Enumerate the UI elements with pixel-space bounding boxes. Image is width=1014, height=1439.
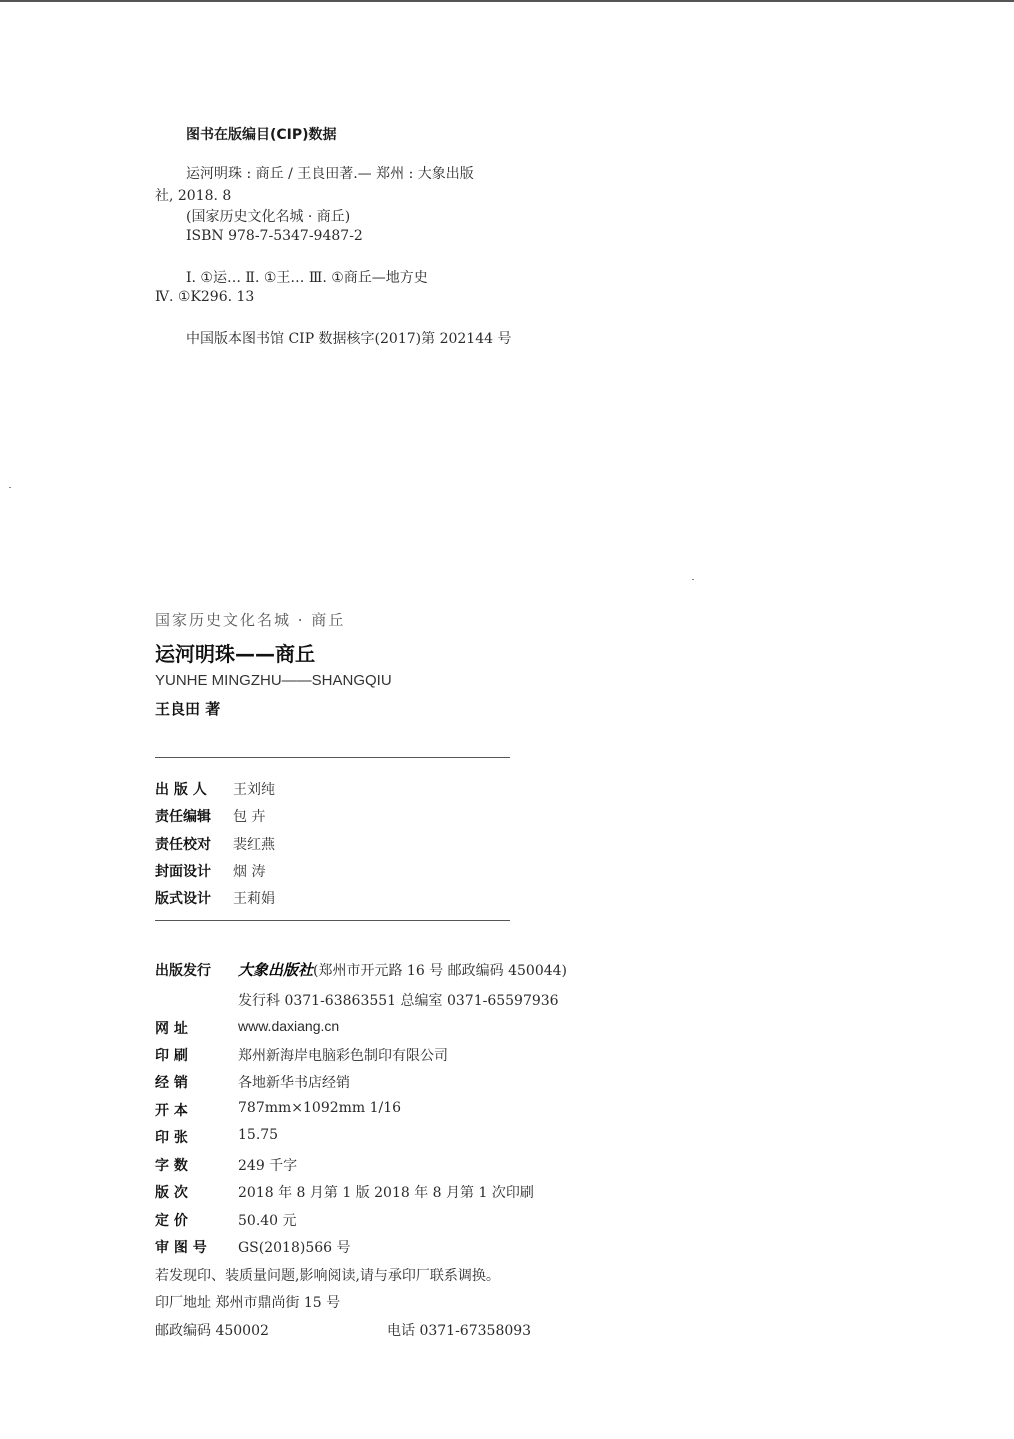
scan-speck — [9, 487, 11, 488]
credit-key: 责任编辑 — [155, 809, 211, 825]
scan-speck — [692, 579, 694, 580]
publisher-logo: 大象出版社 — [238, 961, 314, 979]
quality-notice: 若发现印、装质量问题,影响阅读,请与承印厂联系调换。 — [155, 1268, 500, 1284]
divider-top — [155, 757, 510, 758]
book-title: 运河明珠——商丘 — [155, 642, 315, 666]
series-name: 国家历史文化名城 · 商丘 — [155, 611, 346, 629]
pub-key-printer: 印 刷 — [155, 1048, 188, 1064]
credit-key: 出 版 人 — [155, 782, 207, 798]
cip-line-2: 社, 2018. 8 — [155, 188, 232, 204]
credit-value: 王刘纯 — [233, 782, 275, 798]
pub-value-format: 787mm×1092mm 1/16 — [238, 1100, 402, 1116]
pub-key-wordcount: 字 数 — [155, 1158, 188, 1174]
pub-key-sheets: 印 张 — [155, 1130, 188, 1146]
factory-phone: 电话 0371-67358093 — [387, 1323, 532, 1339]
cip-title: 图书在版编目(CIP)数据 — [186, 127, 337, 143]
credit-row — [155, 779, 275, 799]
cip-line-5: Ⅰ. ①运… Ⅱ. ①王… Ⅲ. ①商丘—地方史 — [186, 270, 428, 286]
pub-key-edition: 版 次 — [155, 1185, 188, 1201]
pub-key-format: 开 本 — [155, 1103, 188, 1119]
pub-value-printer: 郑州新海岸电脑彩色制印有限公司 — [238, 1048, 448, 1064]
factory-address: 印厂地址 郑州市鼎尚街 15 号 — [155, 1295, 341, 1311]
cip-line-4: ISBN 978-7-5347-9487-2 — [186, 228, 363, 244]
credit-row — [155, 888, 275, 908]
cip-line-3: (国家历史文化名城 · 商丘) — [186, 209, 351, 225]
pub-value-wordcount: 249 千字 — [238, 1158, 298, 1174]
credit-key: 封面设计 — [155, 864, 211, 880]
pub-key-website: 网 址 — [155, 1021, 188, 1037]
credit-row — [155, 834, 275, 854]
credit-row — [155, 806, 265, 826]
top-border-line — [0, 0, 1014, 2]
credit-value: 裴红燕 — [233, 837, 275, 853]
cip-line-7: 中国版本图书馆 CIP 数据核字(2017)第 202144 号 — [186, 331, 512, 347]
credit-key: 责任校对 — [155, 837, 211, 853]
factory-postcode: 邮政编码 450002 — [155, 1323, 269, 1339]
distribution-key: 出版发行 — [155, 963, 211, 979]
divider-bottom — [155, 920, 510, 921]
pub-value-edition: 2018 年 8 月第 1 版 2018 年 8 月第 1 次印刷 — [238, 1185, 534, 1201]
book-author: 王良田 著 — [155, 700, 221, 718]
pub-value-distributor: 各地新华书店经销 — [238, 1075, 350, 1091]
pub-key-price: 定 价 — [155, 1213, 188, 1229]
distribution-value — [238, 959, 567, 980]
cip-line-6: Ⅳ. ①K296. 13 — [155, 289, 255, 305]
pub-value-price: 50.40 元 — [238, 1213, 297, 1229]
cip-line-1: 运河明珠 : 商丘 / 王良田著.— 郑州 : 大象出版 — [186, 166, 474, 182]
pub-key-distributor: 经 销 — [155, 1075, 188, 1091]
book-title-pinyin: YUNHE MINGZHU——SHANGQIU — [155, 672, 392, 689]
publisher-address: (郑州市开元路 16 号 邮政编码 450044) — [313, 963, 567, 979]
credit-row — [155, 861, 265, 881]
pub-key-map-review: 审 图 号 — [155, 1240, 207, 1256]
credit-key: 版式设计 — [155, 891, 211, 907]
pub-value-map-review: GS(2018)566 号 — [238, 1240, 351, 1256]
pub-value-website: www.daxiang.cn — [238, 1018, 340, 1034]
credit-value: 烟 涛 — [233, 864, 266, 880]
pub-value-sheets: 15.75 — [238, 1127, 279, 1143]
credit-value: 包 卉 — [233, 809, 266, 825]
publisher-phones: 发行科 0371-63863551 总编室 0371-65597936 — [238, 993, 559, 1009]
credit-value: 王莉娟 — [233, 891, 275, 907]
